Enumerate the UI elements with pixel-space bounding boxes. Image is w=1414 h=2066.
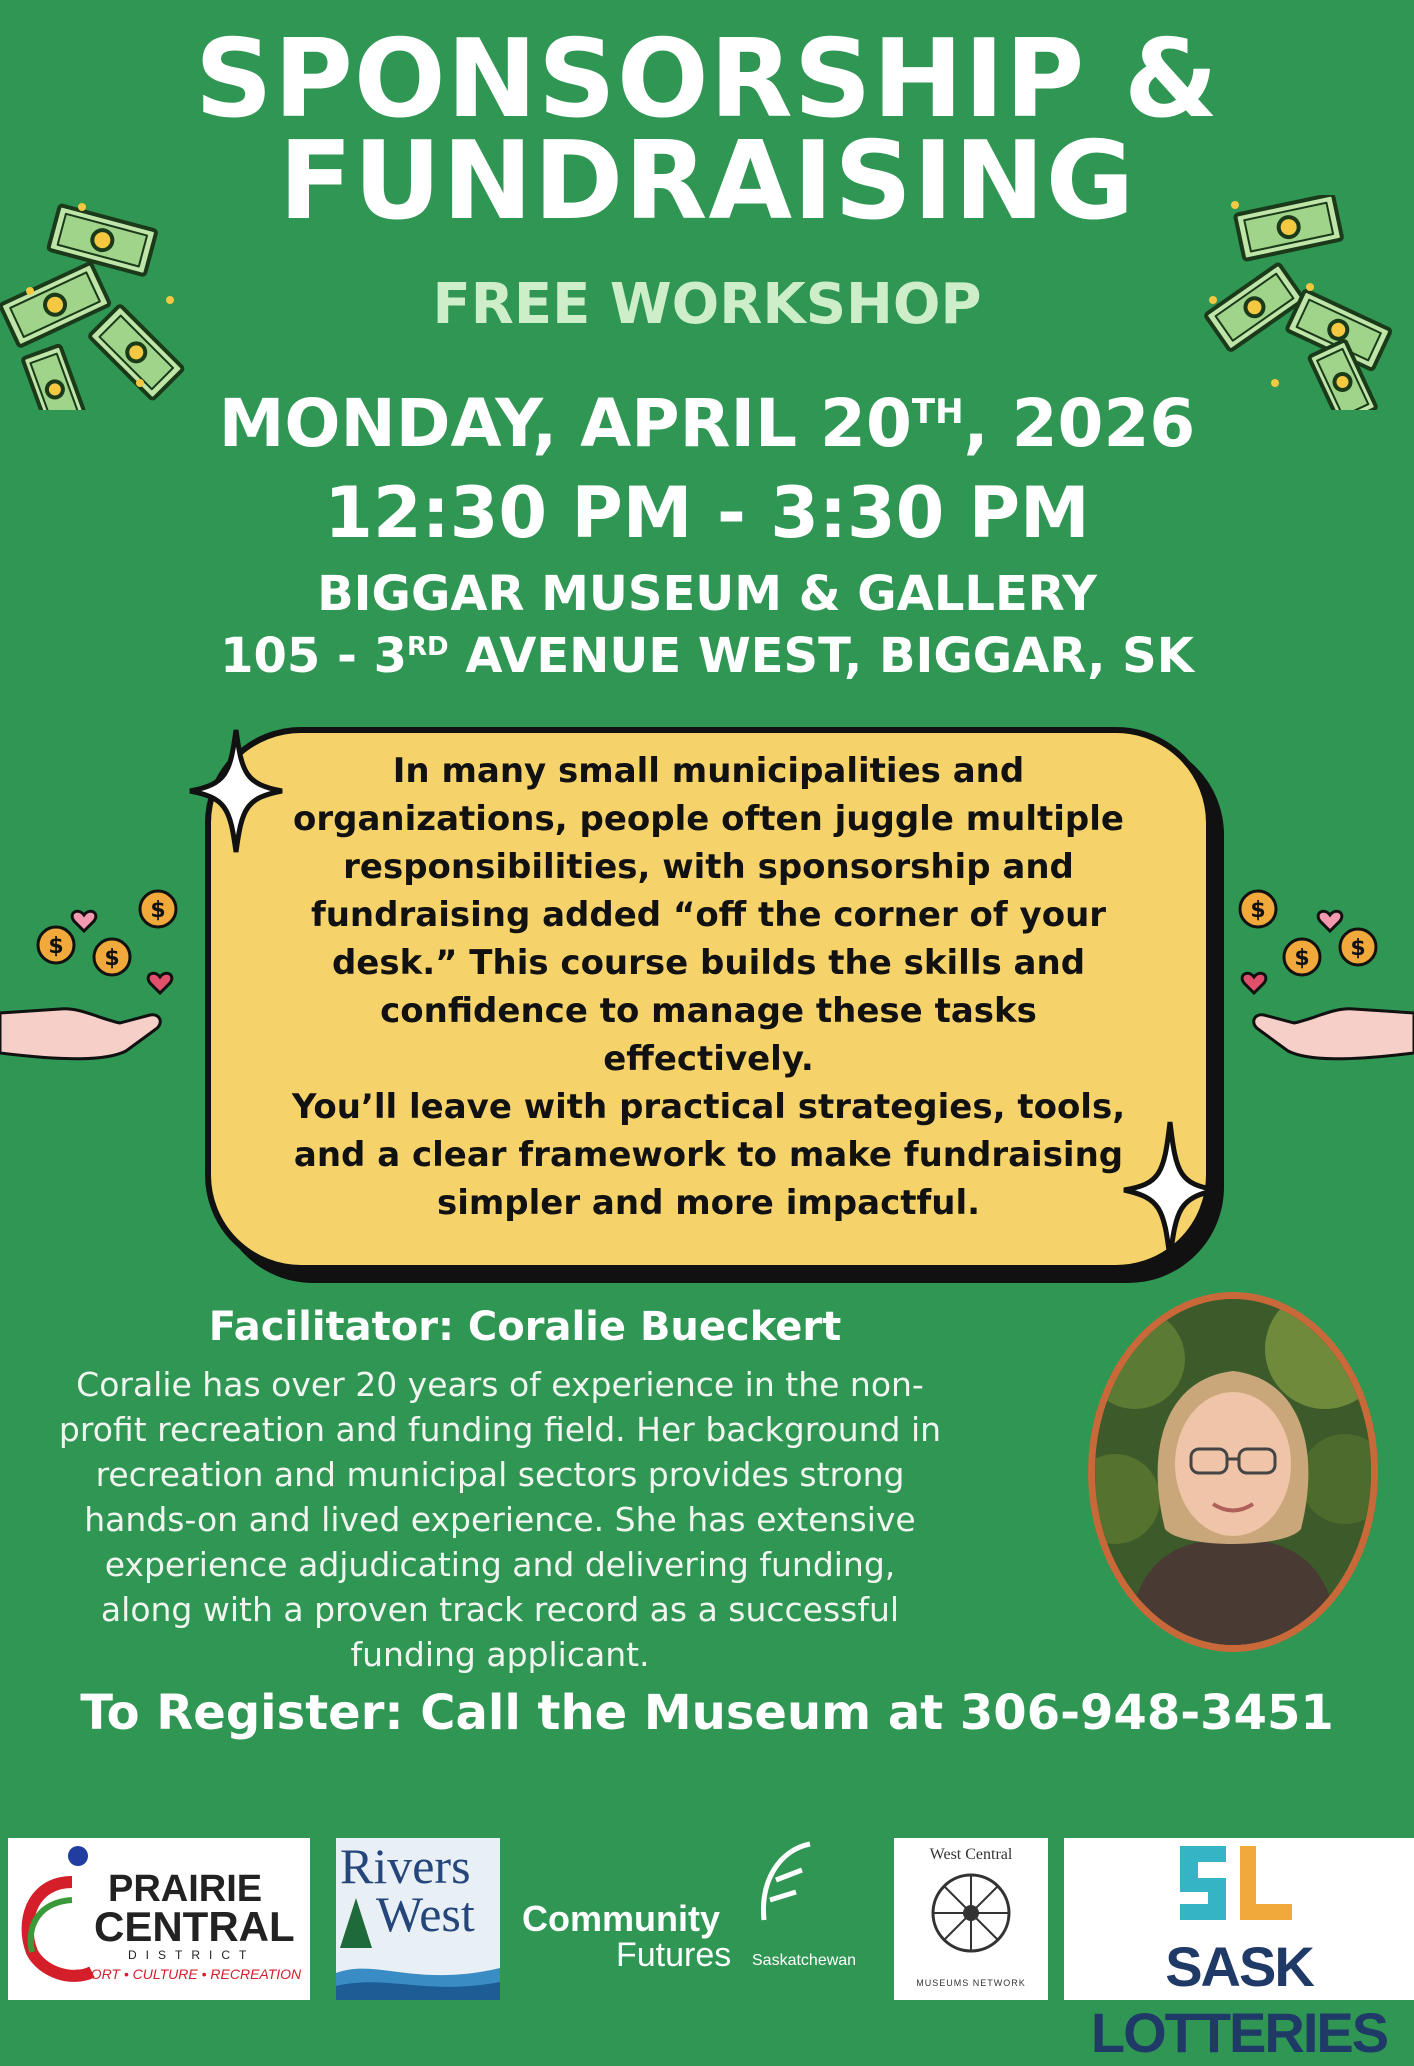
prairie-central-logo <box>8 1838 310 2000</box>
event-time: 12:30 PM - 3:30 PM <box>324 472 1090 554</box>
money-bills-icon <box>0 195 215 410</box>
register-call-to-action: To Register: Call the Museum at 306-948-3451 <box>80 1685 1334 1741</box>
rivers-west-logo <box>336 1838 500 2000</box>
sparkle-star-icon <box>1120 1118 1220 1263</box>
subtitle: FREE WORKSHOP <box>432 272 982 337</box>
facilitator-photo <box>1088 1292 1378 1652</box>
event-address: 105 - 3RD AVENUE WEST, BIGGAR, SK <box>220 628 1194 684</box>
title-line-1: SPONSORSHIP & <box>194 17 1220 142</box>
sask-lotteries-logo <box>1064 1838 1414 2064</box>
svg-text:$: $ <box>1294 946 1310 971</box>
open-hand-coins-icon <box>0 885 190 1065</box>
money-bills-icon <box>1195 195 1410 410</box>
open-hand-coins-icon <box>1224 885 1414 1065</box>
community-futures-region: Saskatchewan <box>752 1952 857 1969</box>
svg-text:$: $ <box>104 946 120 971</box>
community-futures-logo <box>520 1840 870 1998</box>
west-central-top: West Central <box>929 1846 1013 1863</box>
sparkle-star-icon <box>186 726 286 856</box>
title-line-2: FUNDRAISING <box>278 119 1136 244</box>
prairie-central-line3: DISTRICT <box>128 1948 256 1962</box>
facilitator-title: Facilitator: Coralie Bueckert <box>208 1304 842 1350</box>
west-central-bottom: MUSEUMS NETWORK <box>916 1978 1026 1988</box>
rivers-west-line1: Rivers <box>340 1838 471 1894</box>
svg-text:$: $ <box>1250 898 1266 923</box>
svg-text:$: $ <box>1350 936 1366 961</box>
svg-text:$: $ <box>48 934 64 959</box>
community-futures-line1: Community <box>522 1898 720 1939</box>
sask-lotteries-name: SASK LOTTERIES <box>1090 1935 1388 2064</box>
west-central-museums-logo <box>894 1838 1048 2000</box>
prairie-central-line1: PRAIRIE <box>108 1868 263 1910</box>
community-futures-line2: Futures <box>616 1936 732 1974</box>
event-venue: BIGGAR MUSEUM & GALLERY <box>317 566 1097 622</box>
description-text: In many small municipalities and organizations, people often juggle multiple responsibilities, with sponsorship and fundraising added “off the corner of your desk.” This course builds the skills and confidence to manage these tasks effectively. You’ll leave with practical strategies, tools, and a clear framework to make fundraising simpler and more impactful. <box>291 751 1126 1223</box>
facilitator-bio: Coralie has over 20 years of experience in the non- profit recreation and funding field. Her background in recreation and municipal sectors provides strong hands-on and lived experience. She has extensive experience adjudicating and delivering funding, along with a proven track record as a successful funding applicant. <box>58 1365 942 1674</box>
event-date: MONDAY, APRIL 20TH, 2026 <box>218 385 1196 462</box>
description-box <box>205 727 1212 1271</box>
rivers-west-line2: West <box>376 1886 475 1942</box>
prairie-central-line2: CENTRAL <box>94 1903 295 1950</box>
svg-text:$: $ <box>150 898 166 923</box>
prairie-central-tagline: SPORT • CULTURE • RECREATION <box>72 1966 302 1982</box>
